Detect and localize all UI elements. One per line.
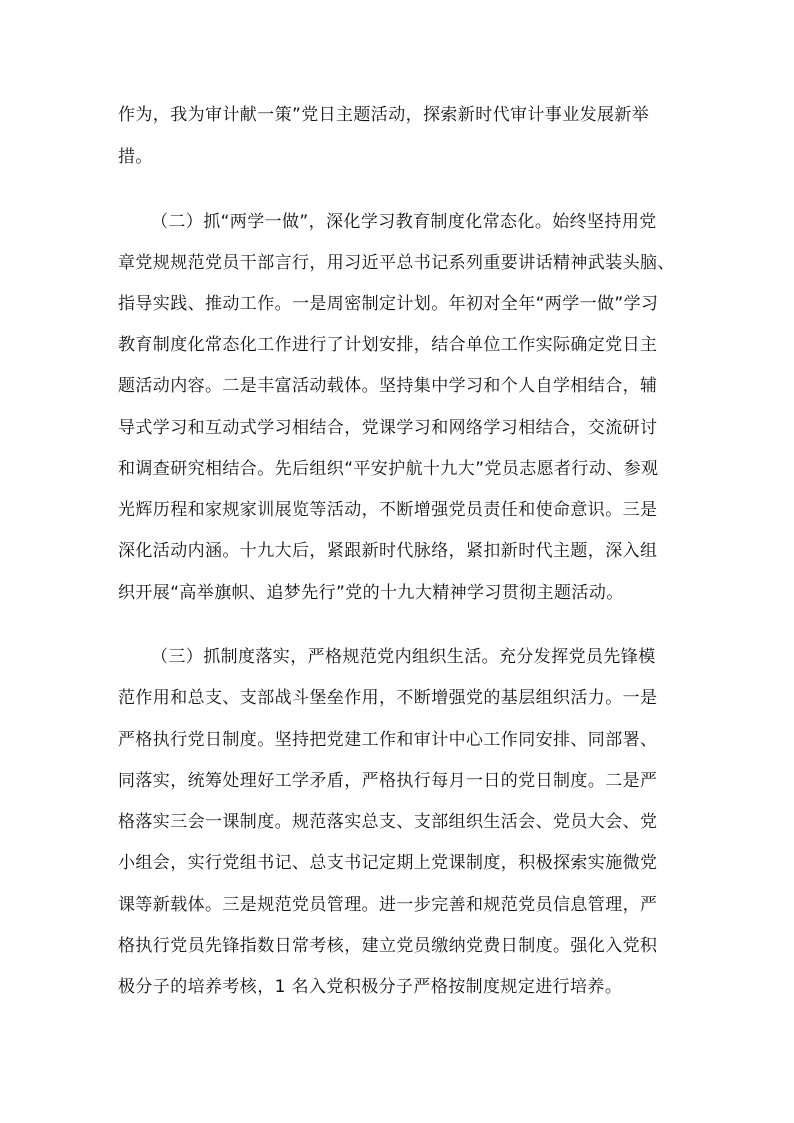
paragraph-3-line-8: 格执行党员先锋指数日常考核，建立党员缴纳党费日制度。强化入党积: [118, 936, 658, 956]
paragraph-2-line-2: 章党规规范党员干部言行，用习近平总书记系列重要讲话精神武装头脑、: [118, 253, 675, 273]
paragraph-3-line-9: 极分子的培养考核，1 名入党积极分子严格按制度规定进行培养。: [118, 977, 623, 997]
paragraph-3-line-3: 严格执行党日制度。坚持把党建工作和审计中心工作同安排、同部署、: [118, 730, 658, 750]
paragraph-2-line-1: （二）抓“两学一做”，深化学习教育制度化常态化。始终坚持用党: [151, 212, 657, 232]
paragraph-1-line-2: 措。: [118, 147, 153, 167]
paragraph-2-line-8: 光辉历程和家规家训展览等活动，不断增强党员责任和使命意识。三是: [118, 500, 658, 520]
paragraph-2-line-7: 和调查研究相结合。先后组织“平安护航十九大”党员志愿者行动、参观: [118, 459, 659, 479]
paragraph-3-line-1: （三）抓制度落实，严格规范党内组织生活。充分发挥党员先锋模: [151, 647, 656, 667]
paragraph-2-line-3: 指导实践、推动工作。一是周密制定计划。年初对全年“两学一做”学习: [118, 294, 659, 314]
paragraph-3-line-5: 格落实三会一课制度。规范落实总支、支部组织生活会、党员大会、党: [118, 812, 658, 832]
paragraph-3-line-2: 范作用和总支、支部战斗堡垒作用，不断增强党的基层组织活力。一是: [118, 688, 658, 708]
paragraph-2-line-6: 导式学习和互动式学习相结合，党课学习和网络学习相结合，交流研讨: [118, 418, 658, 438]
paragraph-2-line-5: 题活动内容。二是丰富活动载体。坚持集中学习和个人自学相结合，辅: [118, 376, 658, 396]
paragraph-1-line-1: 作为，我为审计献一策”党日主题活动，探索新时代审计事业发展新举: [118, 105, 650, 125]
paragraph-3-line-6: 小组会，实行党组书记、总支书记定期上党课制度，积极探索实施微党: [118, 853, 658, 873]
paragraph-3-line-7: 课等新载体。三是规范党员管理。进一步完善和规范党员信息管理，严: [118, 895, 658, 915]
paragraph-2-line-9: 深化活动内涵。十九大后，紧跟新时代脉络，紧扣新时代主题，深入组: [118, 541, 658, 561]
paragraph-3-line-4: 同落实，统筹处理好工学矛盾，严格执行每月一日的党日制度。二是严: [118, 771, 658, 791]
paragraph-2-line-4: 教育制度化常态化工作进行了计划安排，结合单位工作实际确定党日主: [118, 335, 658, 355]
paragraph-2-line-10: 织开展“高举旗帜、追梦先行”党的十九大精神学习贯彻主题活动。: [118, 583, 624, 603]
